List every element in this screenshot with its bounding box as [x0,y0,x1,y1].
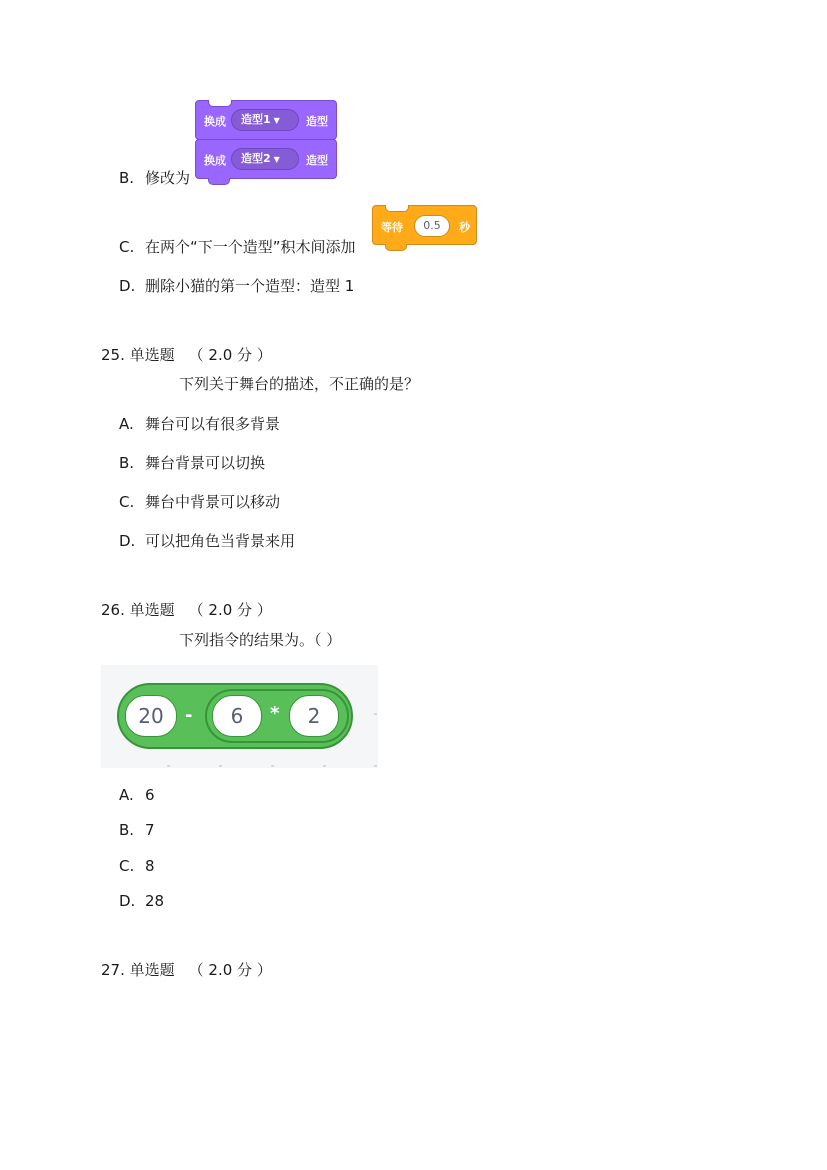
switch-costume-block-1 [195,100,337,140]
block-label-prefix: 等待 [381,221,403,234]
q26-option-a[interactable] [119,786,155,804]
q26-title [101,599,272,620]
q26-option-d[interactable] [119,892,164,910]
q26-option-b[interactable] [119,821,155,839]
operand-a: 20 [125,695,177,737]
block-notch [385,205,409,212]
operand-c: 2 [289,695,339,737]
option-text: 修改为 [145,169,191,187]
grid-dot [219,765,222,767]
question-points: （ 2.0 分 ） [188,346,272,364]
chevron-down-icon: ▼ [273,116,280,125]
question-number: 27. [101,961,125,979]
grid-dot [167,765,170,767]
option-letter: A. [119,415,134,433]
q24-option-b[interactable] [119,167,190,188]
switch-costume-block-2 [195,139,337,179]
option-letter: C. [119,493,135,511]
block-tab [208,178,230,185]
question-type: 单选题 [129,346,175,364]
option-letter: C. [119,238,135,256]
q24-option-c[interactable] [119,236,356,257]
costume-dropdown [231,148,299,170]
question-type: 单选题 [129,961,175,979]
q25-option-c[interactable] [119,491,280,512]
chevron-down-icon: ▼ [273,155,280,164]
option-letter: B. [119,169,135,187]
costume-dropdown [231,109,299,131]
operator-block-image [101,665,378,768]
option-text: 舞台中背景可以移动 [145,493,281,511]
option-text: 舞台背景可以切换 [145,454,266,472]
option-text: 7 [145,821,155,839]
q26-option-c[interactable] [119,857,155,875]
option-letter: D. [119,277,136,295]
block-notch [208,100,232,107]
block-tab [385,244,407,251]
option-text: 6 [145,786,155,804]
grid-dot [374,765,377,767]
block-label-prefix: 换成 [204,115,226,128]
question-points: （ 2.0 分 ） [188,601,272,619]
q25-option-b[interactable] [119,452,265,473]
q26-stem: 下列指令的结果为。（ ） [179,631,342,649]
q24-option-d[interactable] [119,275,354,296]
q25-option-a[interactable] [119,413,280,434]
option-text: 8 [145,857,155,875]
grid-dot [271,765,274,767]
option-text: 可以把角色当背景来用 [145,532,296,550]
times-operator: * [270,703,280,724]
dropdown-value: 造型1 [241,113,271,126]
q25-option-d[interactable] [119,530,295,551]
question-type: 单选题 [129,601,175,619]
option-text: 28 [145,892,165,910]
multiply-block [205,689,349,743]
option-text: 在两个“下一个造型”积木间添加 [145,238,356,256]
block-label-suffix: 造型 [306,115,328,128]
option-letter: B. [119,821,135,839]
question-points: （ 2.0 分 ） [188,961,272,979]
block-label-prefix: 换成 [204,154,226,167]
option-letter: D. [119,892,136,910]
option-letter: B. [119,454,135,472]
wait-value: 0.5 [414,215,450,237]
wait-block [372,205,477,245]
minus-operator: - [185,705,193,726]
grid-dot [374,713,377,715]
option-text: 舞台可以有很多背景 [145,415,281,433]
dropdown-value: 造型2 [241,152,271,165]
option-text: 删除小猫的第一个造型：造型 1 [145,277,355,295]
q25-stem: 下列关于舞台的描述，不正确的是？ [179,375,420,393]
option-letter: C. [119,857,135,875]
question-number: 25. [101,346,125,364]
option-letter: D. [119,532,136,550]
block-label-suffix: 秒 [459,221,470,234]
q27-title [101,959,272,980]
grid-dot [323,765,326,767]
subtract-block [117,683,353,749]
question-number: 26. [101,601,125,619]
option-letter: A. [119,786,134,804]
block-label-suffix: 造型 [306,154,328,167]
operand-b: 6 [212,695,262,737]
q25-title [101,344,272,365]
